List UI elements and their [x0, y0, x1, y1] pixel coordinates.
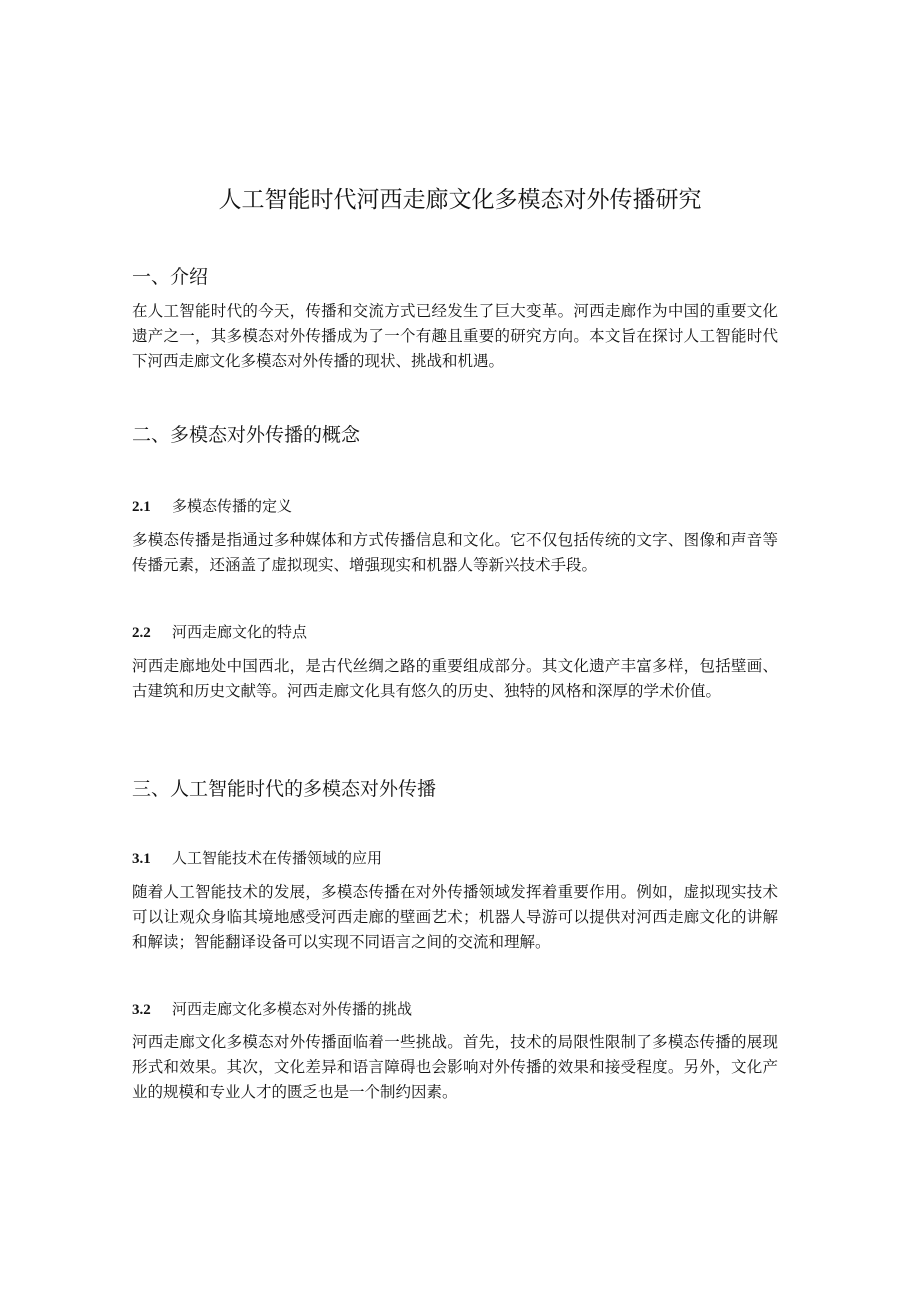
section-heading-introduction: 一、介绍 — [132, 266, 209, 288]
subsection-number: 3.2 — [132, 1002, 151, 1018]
subsection-paragraph-3-1: 随着人工智能技术的发展，多模态传播在对外传播领域发挥着重要作用。例如，虚拟现实技术可以让观众身临其境地感受河西走廊的壁画艺术；机器人导游可以提供对河西走廊文化的讲解和解读；智能翻译设备可以实现不同语言之间的交流和理解。 — [132, 883, 778, 951]
introduction-paragraph: 在人工智能时代的今天，传播和交流方式已经发生了巨大变革。河西走廊作为中国的重要文化遗产之一，其多模态对外传播成为了一个有趣且重要的研究方向。本文旨在探讨人工智能时代下河西走廊文化多模态对外传播的现状、挑战和机遇。 — [132, 302, 778, 370]
subsection-number: 2.1 — [132, 499, 151, 515]
subsection-heading-3-1 — [132, 847, 382, 870]
section-heading-ai-era: 三、人工智能时代的多模态对外传播 — [132, 778, 437, 800]
subsection-title: 多模态传播的定义 — [172, 497, 293, 515]
section-heading-concept: 二、多模态对外传播的概念 — [132, 424, 361, 446]
subsection-number: 2.2 — [132, 625, 151, 641]
subsection-heading-2-1 — [132, 495, 292, 518]
subsection-heading-3-2 — [132, 998, 412, 1021]
subsection-title: 河西走廊文化多模态对外传播的挑战 — [172, 1000, 413, 1018]
subsection-title: 河西走廊文化的特点 — [172, 623, 308, 641]
document-title: 人工智能时代河西走廊文化多模态对外传播研究 — [218, 187, 702, 213]
subsection-number: 3.1 — [132, 851, 151, 867]
subsection-paragraph-3-2: 河西走廊文化多模态对外传播面临着一些挑战。首先，技术的局限性限制了多模态传播的展现形式和效果。其次，文化差异和语言障碍也会影响对外传播的效果和接受程度。另外，文化产业的规模和专业人才的匮乏也是一个制约因素。 — [132, 1033, 778, 1101]
subsection-title: 人工智能技术在传播领域的应用 — [172, 849, 383, 867]
subsection-paragraph-2-1: 多模态传播是指通过多种媒体和方式传播信息和文化。它不仅包括传统的文字、图像和声音等传播元素，还涵盖了虚拟现实、增强现实和机器人等新兴技术手段。 — [132, 531, 778, 574]
subsection-paragraph-2-2: 河西走廊地处中国西北，是古代丝绸之路的重要组成部分。其文化遗产丰富多样，包括壁画、古建筑和历史文献等。河西走廊文化具有悠久的历史、独特的风格和深厚的学术价值。 — [132, 657, 778, 700]
subsection-heading-2-2 — [132, 621, 307, 644]
